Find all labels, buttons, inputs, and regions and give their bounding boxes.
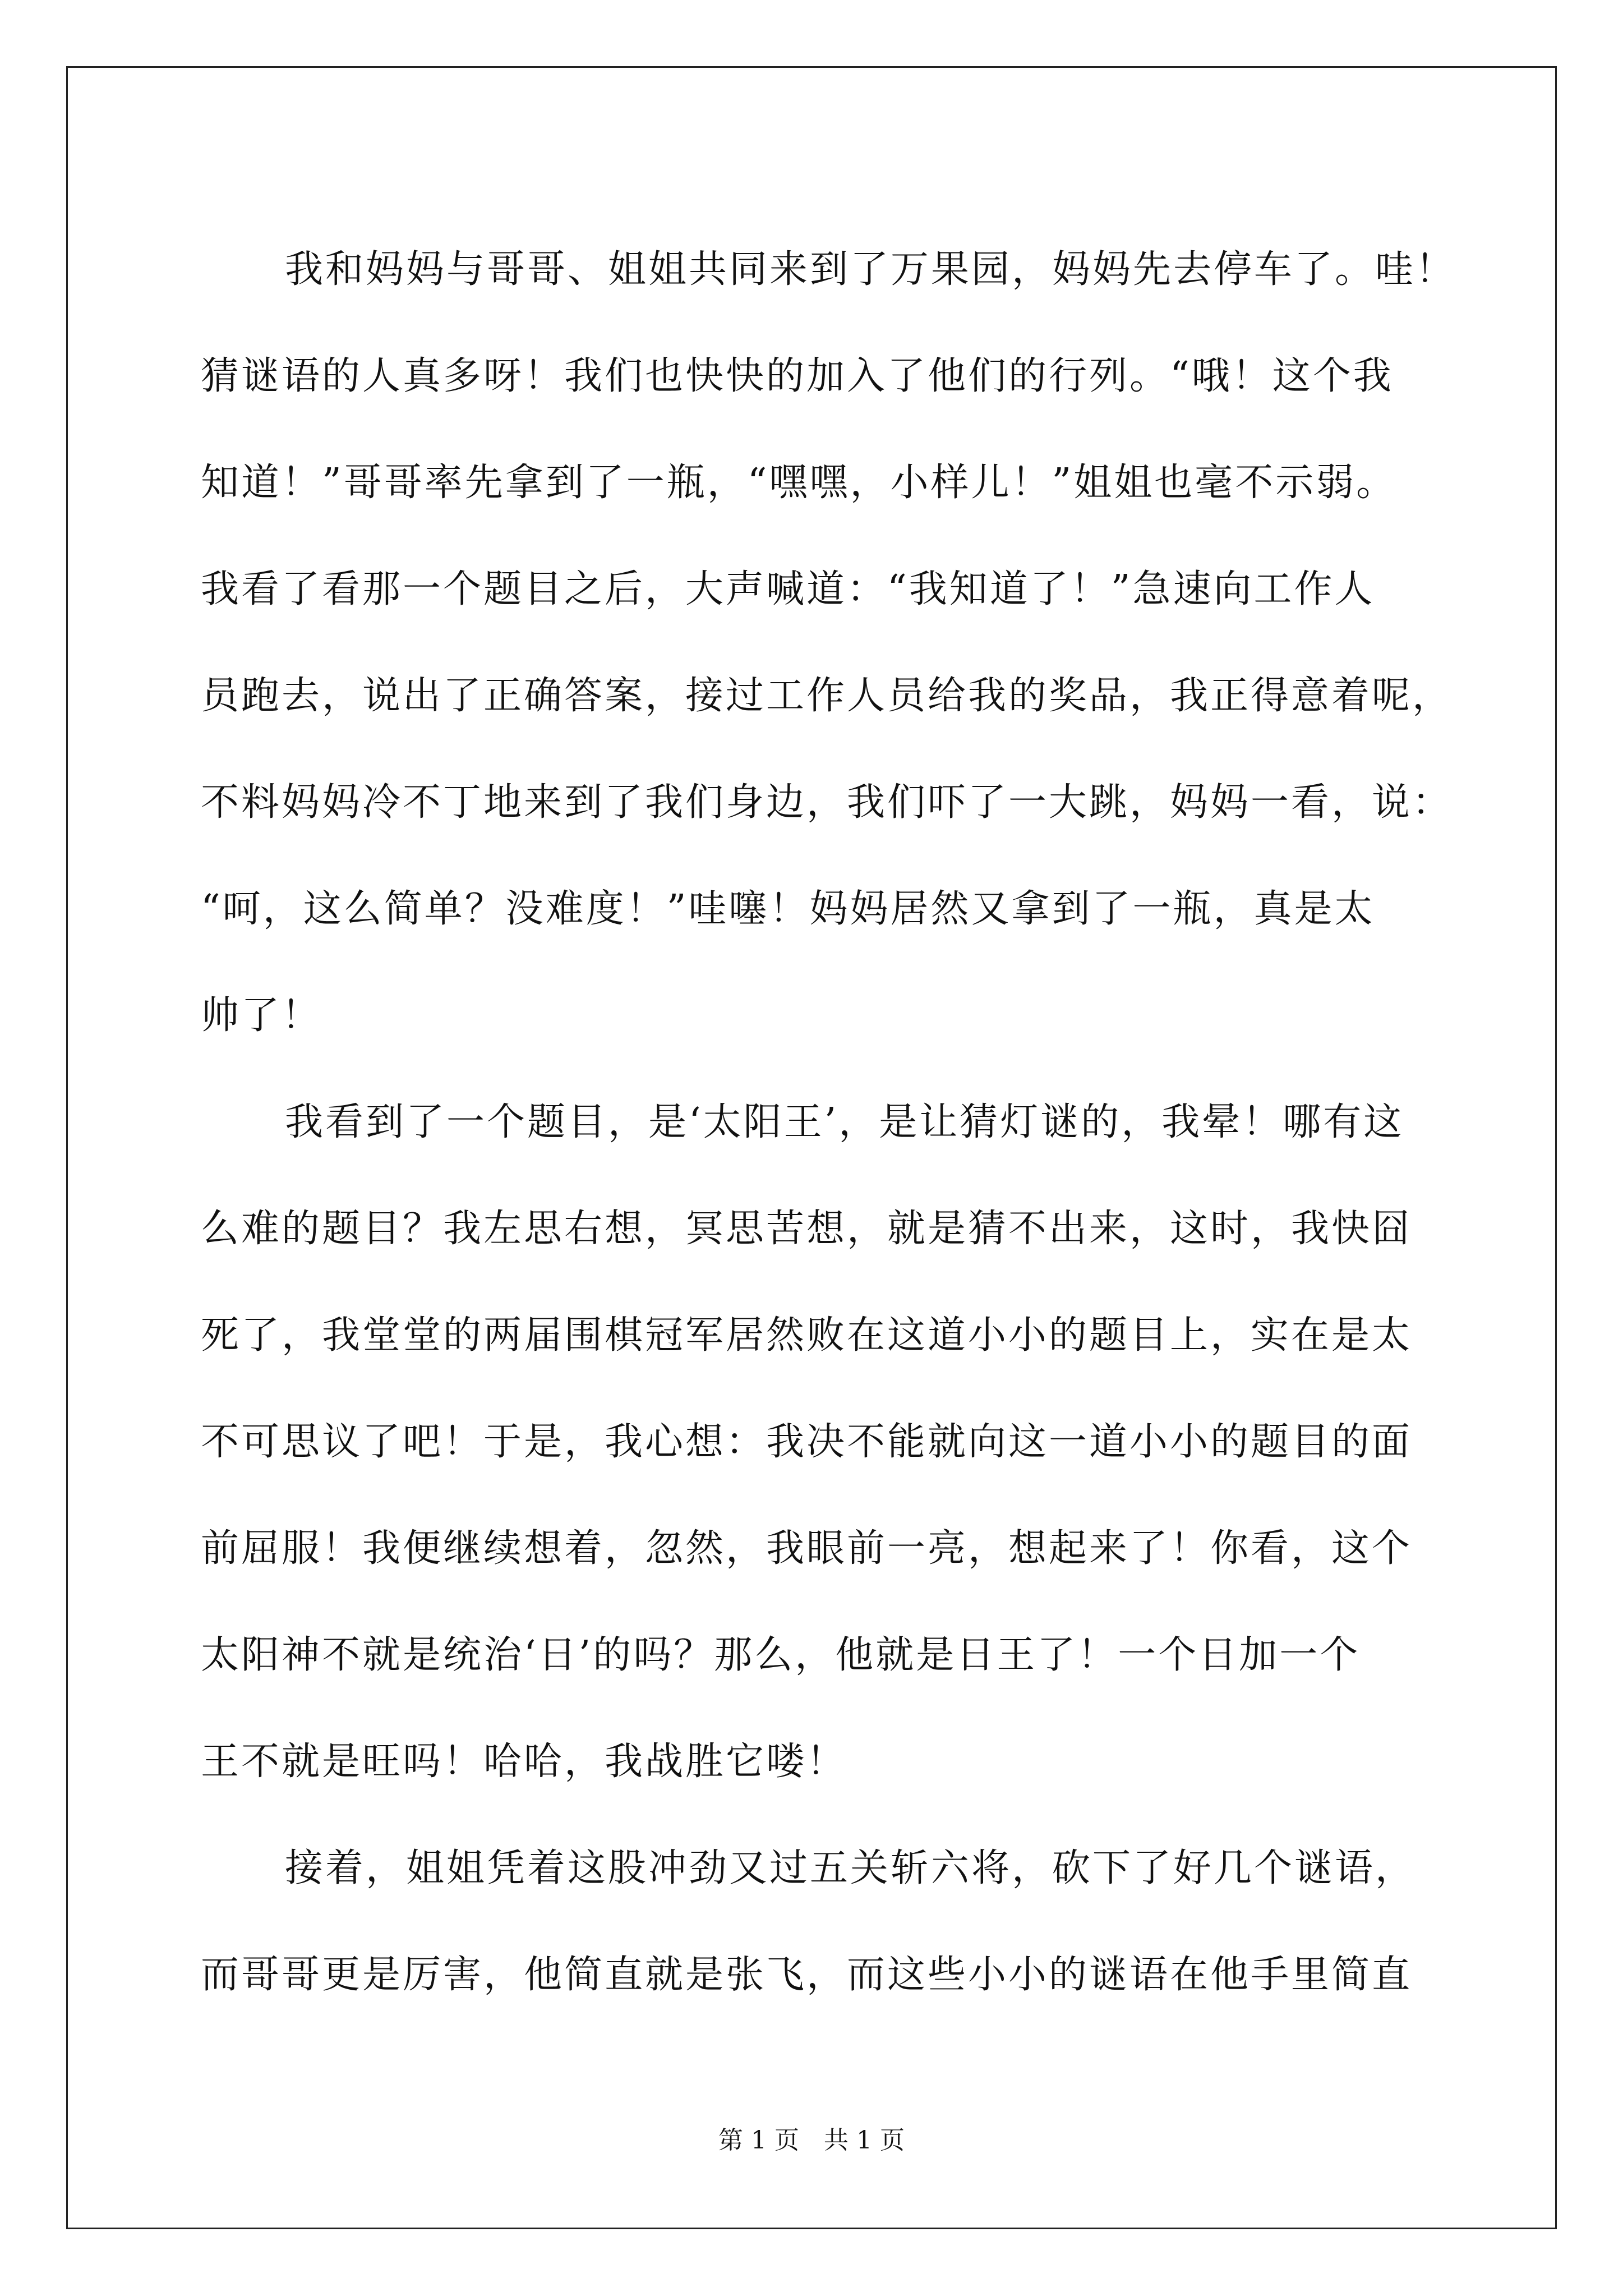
text-line: 知道！”哥哥率先拿到了一瓶，“嘿嘿，小样儿！”姐姐也毫不示弱。 <box>201 461 1397 505</box>
paragraph-1 <box>201 217 1456 1069</box>
page-number-label: 第 1 页 共 1 页 <box>718 2126 905 2155</box>
text-line: 我看到了一个题目，是‘太阳王’，是让猜灯谜的，我晕！哪有这 <box>285 1100 1404 1144</box>
text-line: 前屈服！我便继续想着，忽然，我眼前一亮，想起来了！你看，这个 <box>201 1526 1413 1571</box>
text-line: 么难的题目？我左思右想，冥思苦想，就是猜不出来，这时，我快囧 <box>201 1207 1413 1251</box>
text-line: 猜谜语的人真多呀！我们也快快的加入了他们的行列。“哦！这个我 <box>201 354 1394 398</box>
text-line: 王不就是旺吗！哈哈，我战胜它喽！ <box>201 1740 847 1784</box>
text-line: 接着，姐姐凭着这股冲劲又过五关斩六将，砍下了好几个谜语， <box>285 1846 1416 1890</box>
text-line: 员跑去，说出了正确答案，接过工作人员给我的奖品，我正得意着呢， <box>201 674 1453 718</box>
text-line: 不料妈妈冷不丁地来到了我们身边，我们吓了一大跳，妈妈一看，说： <box>201 780 1453 825</box>
text-line: 我和妈妈与哥哥、姐姐共同来到了万果园，妈妈先去停车了。哇！ <box>285 247 1456 292</box>
page-footer <box>0 2124 1623 2157</box>
document-body <box>201 217 1456 2028</box>
text-line: “呵，这么简单？没难度！”哇噻！妈妈居然又拿到了一瓶，真是太 <box>201 887 1375 931</box>
text-line: 不可思议了吧！于是，我心想：我决不能就向这一道小小的题目的面 <box>201 1420 1413 1464</box>
text-line: 帅了！ <box>201 993 322 1038</box>
text-line: 死了，我堂堂的两届围棋冠军居然败在这道小小的题目上，实在是太 <box>201 1313 1413 1358</box>
paragraph-3 <box>201 1815 1430 2028</box>
paragraph-2 <box>201 1069 1430 1815</box>
text-line: 我看了看那一个题目之后，大声喊道：“我知道了！”急速向工作人 <box>201 567 1375 611</box>
text-line: 太阳神不就是统治‘日’的吗？那么，他就是日王了！一个日加一个 <box>201 1633 1361 1677</box>
text-line: 而哥哥更是厉害，他简直就是张飞，而这些小小的谜语在他手里简直 <box>201 1953 1413 1997</box>
